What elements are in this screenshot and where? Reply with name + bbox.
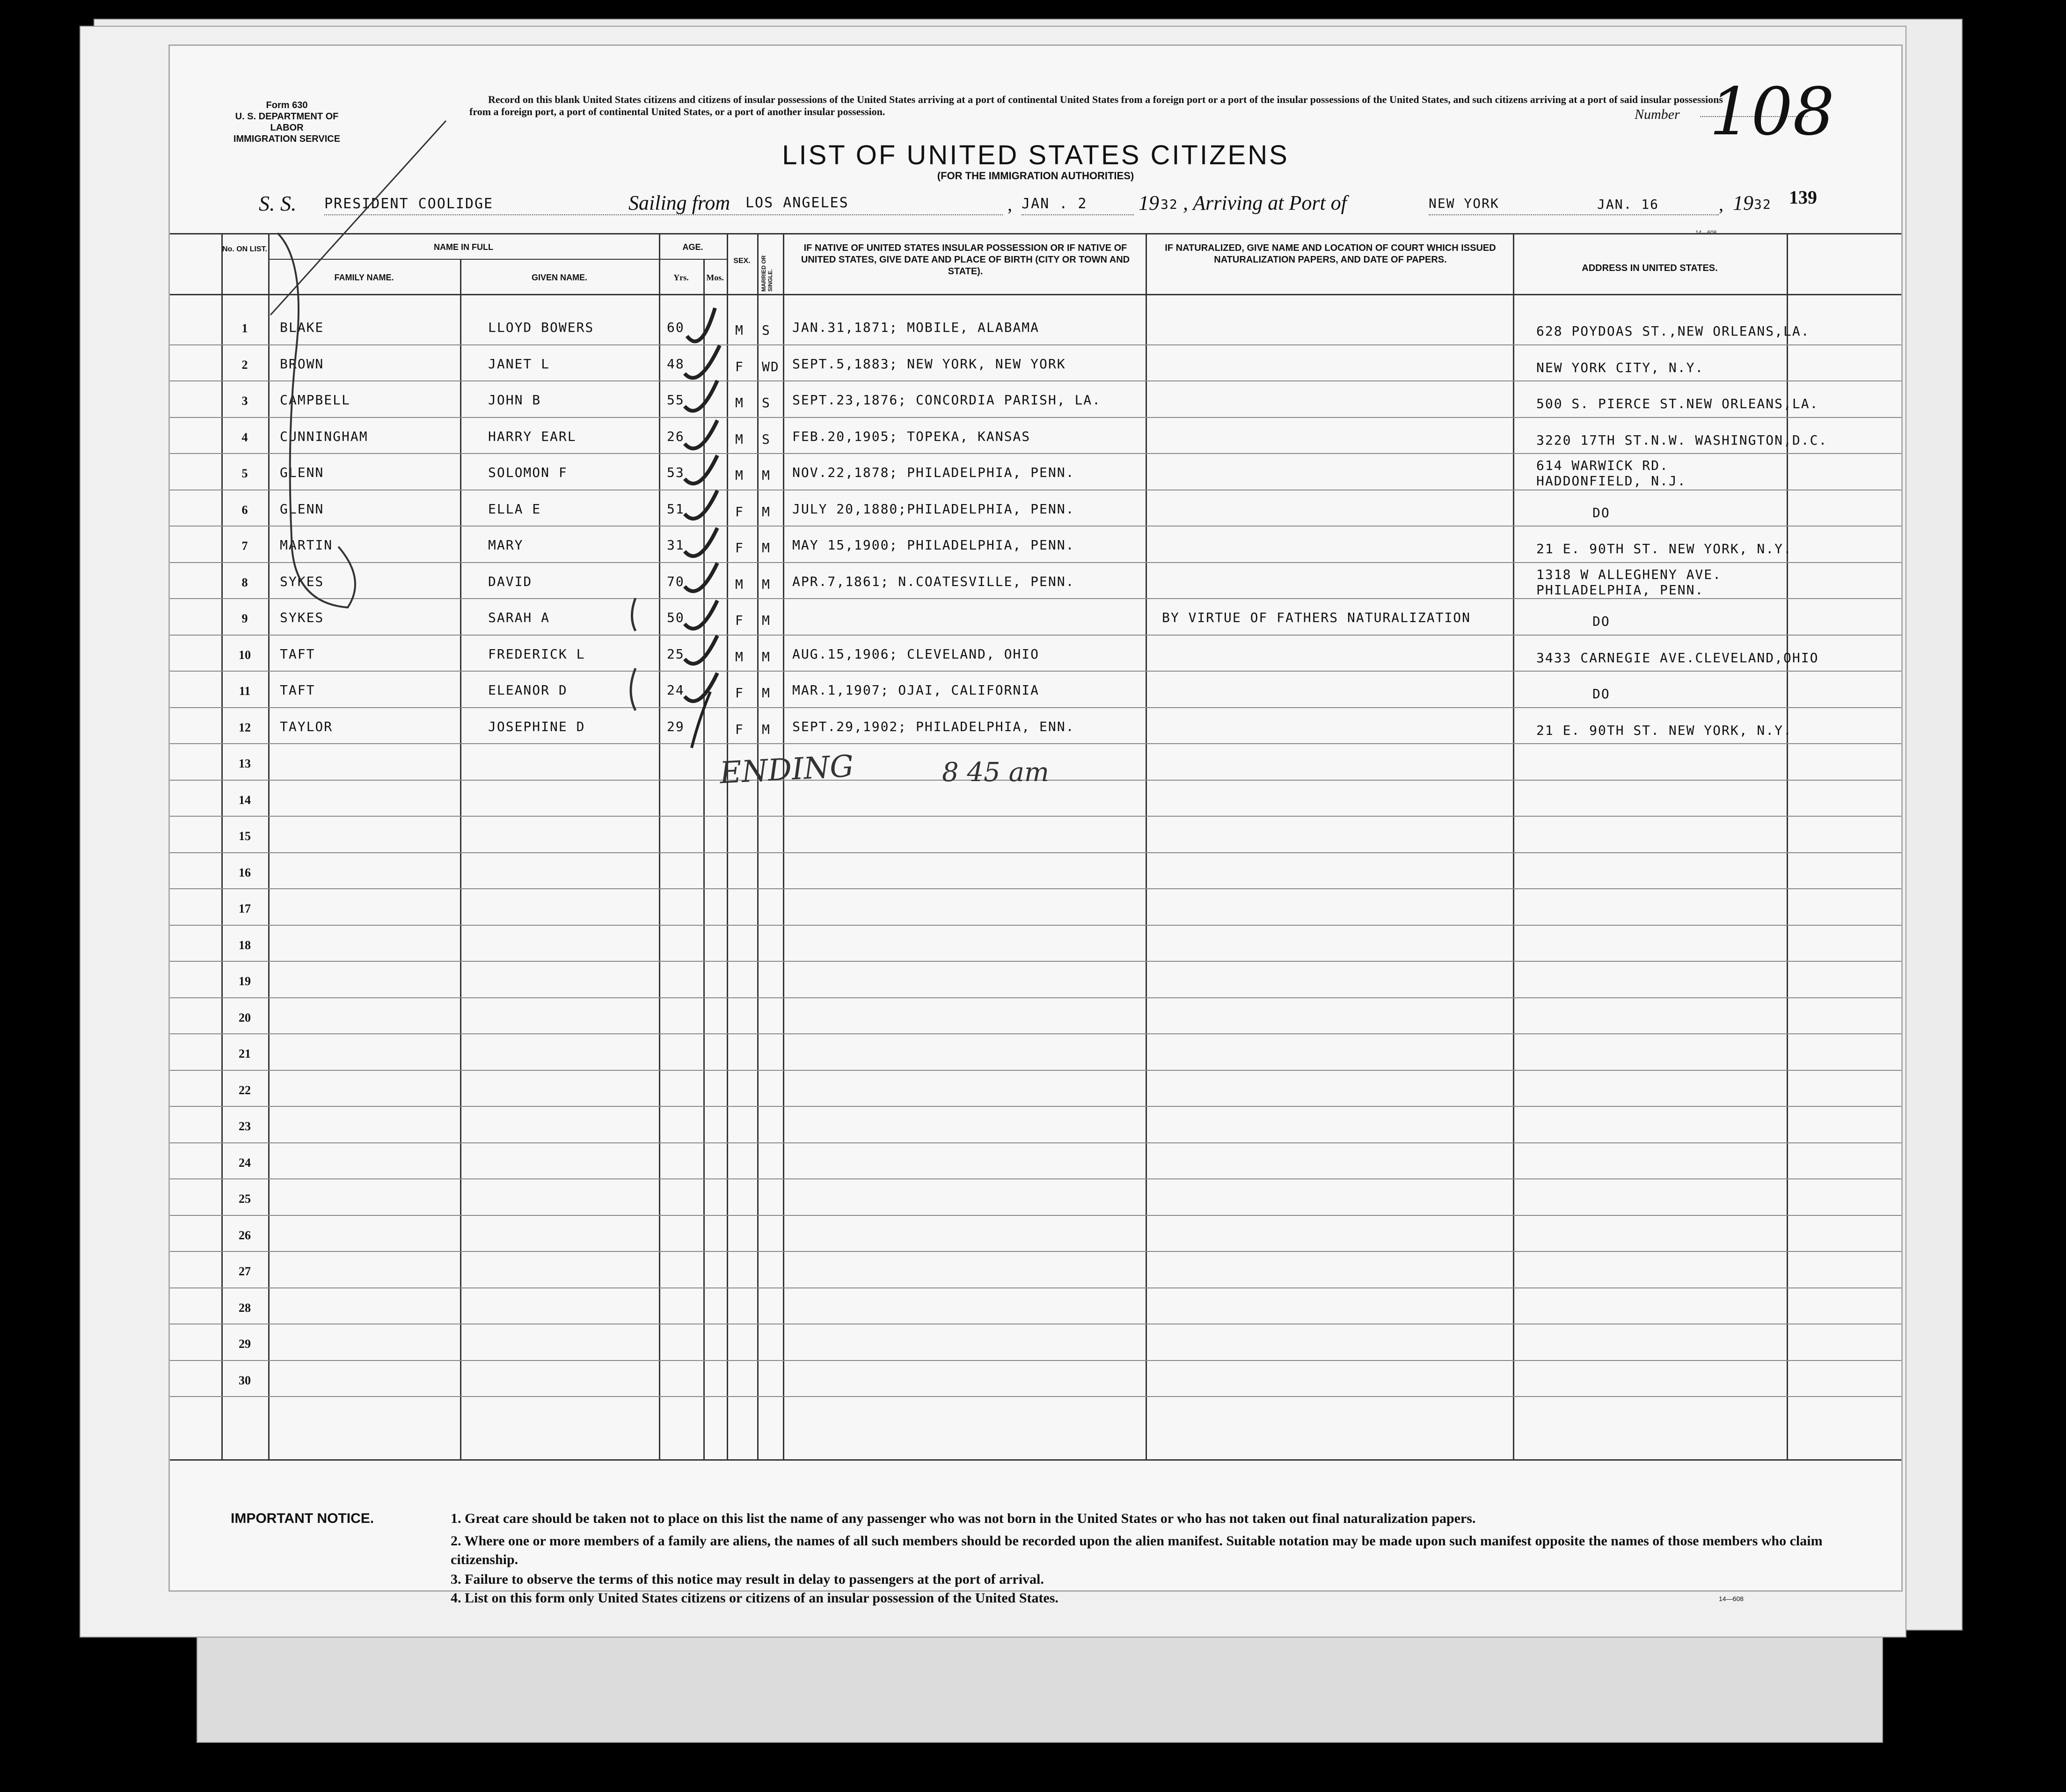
given-name: ELLA E <box>488 501 541 517</box>
age: 29 <box>667 718 685 734</box>
row-number: 20 <box>239 1010 251 1024</box>
row-number: 29 <box>239 1337 251 1351</box>
address: 21 E. 90TH ST. NEW YORK, N.Y. <box>1536 541 1792 556</box>
col-no: No. ON LIST. <box>222 245 267 253</box>
given-name: FREDERICK L <box>488 646 585 662</box>
address-line1: 614 WARWICK RD. <box>1536 458 1669 473</box>
marital-status: M <box>762 721 771 737</box>
col-birth: IF NATIVE OF UNITED STATES INSULAR POSSESSION OR IF NATIVE OF UNITED STATES, GIVE DATE AND PLACE OF BIRTH (CITY OR TOWN AND STATE). <box>801 243 1130 277</box>
row-number: 19 <box>239 974 251 988</box>
sex: M <box>735 649 744 665</box>
row-number: 2 <box>241 358 248 372</box>
family-name: SYKES <box>280 610 324 625</box>
age: 70 <box>667 573 685 589</box>
birth-info: JULY 20,1880;PHILADELPHIA, PENN. <box>792 501 1075 517</box>
row-number: 16 <box>239 865 251 879</box>
ending-note: ENDING <box>719 749 855 791</box>
given-name: LLOYD BOWERS <box>488 320 594 335</box>
comma: , <box>1719 194 1723 215</box>
age: 53 <box>667 465 685 480</box>
col-age: AGE. <box>682 242 703 252</box>
loop-mark <box>277 233 355 607</box>
col-name-in-full: NAME IN FULL <box>434 242 493 252</box>
check-mark <box>685 345 720 378</box>
birth-info: FEB.20,1905; TOPEKA, KANSAS <box>792 428 1031 444</box>
row-number: 3 <box>241 394 248 408</box>
sex: M <box>735 468 744 483</box>
marital-status: M <box>762 540 771 556</box>
row-number: 1 <box>241 322 248 335</box>
row-number: 14 <box>239 793 251 807</box>
birth-info: MAY 15,1900; PHILADELPHIA, PENN. <box>792 537 1075 553</box>
col-mos: Mos. <box>706 273 724 282</box>
department: U. S. DEPARTMENT OF LABOR <box>235 111 339 133</box>
family-name: MARTIN <box>280 537 333 553</box>
family-name: GLENN <box>280 465 324 480</box>
age: 50 <box>667 610 685 625</box>
birth-info: SEPT.5,1883; NEW YORK, NEW YORK <box>792 356 1066 372</box>
marital-status: M <box>762 685 771 701</box>
birth-info: AUG.15,1906; CLEVELAND, OHIO <box>792 646 1040 662</box>
notice-item: 1. Great care should be taken not to place on this list the name of any passenger who was not born in the United States or who has not taken out final naturalization papers. <box>451 1511 1476 1526</box>
given-name: SOLOMON F <box>488 465 568 480</box>
marital-status: S <box>762 322 771 338</box>
print-code: 14—608 <box>1695 229 1717 236</box>
family-name: TAFT <box>280 646 315 662</box>
family-name: BROWN <box>280 356 324 372</box>
age: 31 <box>667 537 685 553</box>
sail-year: 32 <box>1161 197 1178 212</box>
row-number: 30 <box>239 1373 251 1387</box>
address-line2: HADDONFIELD, N.J. <box>1536 473 1686 489</box>
given-name: MARY <box>488 537 524 553</box>
age: 24 <box>667 682 685 698</box>
address: 3220 17TH ST.N.W. WASHINGTON,D.C. <box>1536 432 1828 448</box>
notice-item: 3. Failure to observe the terms of this notice may result in delay to passengers at the port of arrival. <box>451 1572 1044 1587</box>
col-naturalized: IF NATURALIZED, GIVE NAME AND LOCATION OF COURT WHICH ISSUED NATURALIZATION PAPERS, AND DATE OF PAPERS. <box>1165 243 1496 265</box>
page-subtitle: (FOR THE IMMIGRATION AUTHORITIES) <box>937 170 1134 182</box>
form-instructions: Record on this blank United States citizens and citizens of insular possessions of the United States arriving at a port of continental United States from a foreign port or a port of the insular possessions of the United States, and such citizens arriving at a port of said insular possessions from a foreign port, a port of continental United States, or a port of another insular possession. <box>469 94 1723 117</box>
col-sex: SEX. <box>733 257 751 265</box>
address: DO <box>1592 614 1610 629</box>
arrive-year-prefix: 19 <box>1733 191 1753 214</box>
ship-name: PRESIDENT COOLIDGE <box>324 196 494 212</box>
sex: F <box>735 613 744 628</box>
col-married: MARRIED OR SINGLE. <box>760 255 774 292</box>
marital-status: M <box>762 576 771 592</box>
service: IMMIGRATION SERVICE <box>233 134 341 144</box>
address: 500 S. PIERCE ST.NEW ORLEANS,LA. <box>1536 396 1819 411</box>
list-number: 108 <box>1709 74 1835 150</box>
check-mark <box>685 455 717 483</box>
from-port: LOS ANGELES <box>745 195 849 211</box>
sail-year-prefix: 19 <box>1139 191 1159 214</box>
birth-info: SEPT.29,1902; PHILADELPHIA, ENN. <box>792 718 1075 734</box>
row-number: 7 <box>241 539 248 553</box>
address: DO <box>1592 505 1610 520</box>
sailing-label: Sailing from <box>628 191 730 214</box>
check-mark <box>685 600 717 629</box>
marital-status: M <box>762 613 771 628</box>
row-number: 21 <box>239 1047 251 1061</box>
page-stamp: 139 <box>1789 187 1817 208</box>
number-label: Number <box>1635 107 1680 122</box>
address: 21 E. 90TH ST. NEW YORK, N.Y. <box>1536 722 1792 738</box>
row-number: 12 <box>239 720 251 734</box>
page-title: LIST OF UNITED STATES CITIZENS <box>782 140 1289 170</box>
given-name: JOHN B <box>488 392 541 408</box>
age: 25 <box>667 646 685 662</box>
marital-status: M <box>762 468 771 483</box>
arrive-year: 32 <box>1754 197 1772 212</box>
birth-info: MAR.1,1907; OJAI, CALIFORNIA <box>792 682 1040 698</box>
row-number: 23 <box>239 1119 251 1133</box>
family-name: GLENN <box>280 501 324 517</box>
family-name: SYKES <box>280 573 324 589</box>
given-name: DAVID <box>488 573 533 589</box>
sex: F <box>735 540 744 556</box>
check-mark <box>685 563 717 591</box>
check-mark <box>685 490 717 519</box>
row-number: 22 <box>239 1083 251 1097</box>
col-yrs: Yrs. <box>673 273 689 282</box>
family-name: TAYLOR <box>280 718 333 734</box>
row-number: 9 <box>241 612 248 625</box>
naturalization: BY VIRTUE OF FATHERS NATURALIZATION <box>1162 610 1471 625</box>
bracket-mark <box>632 598 636 631</box>
given-name: SARAH A <box>488 610 550 625</box>
age: 48 <box>667 356 685 372</box>
family-name: BLAKE <box>280 320 324 335</box>
age: 51 <box>667 501 685 517</box>
sex: F <box>735 685 744 701</box>
notice-item: 2. Where one or more members of a family are aliens, the names of all such members should be recorded upon the alien manifest. Suitable notation may be made upon such manifest opposite the names of those members who claim citizenship. <box>451 1533 1823 1567</box>
manifest-page <box>168 44 1903 1606</box>
given-name: HARRY EARL <box>488 428 577 444</box>
sail-date: JAN . 2 <box>1022 196 1088 212</box>
check-mark <box>687 308 715 341</box>
address: 628 POYDOAS ST.,NEW ORLEANS,LA. <box>1536 323 1810 339</box>
check-mark <box>685 420 717 448</box>
row-number: 8 <box>241 575 248 589</box>
birth-info: NOV.22,1878; PHILADELPHIA, PENN. <box>792 465 1075 480</box>
notice-label: IMPORTANT NOTICE. <box>231 1511 374 1526</box>
bracket-mark <box>631 668 635 710</box>
time-note: 8 45 am <box>942 757 1049 788</box>
birth-info: JAN.31,1871; MOBILE, ALABAMA <box>792 320 1040 335</box>
marital-status: S <box>762 431 771 447</box>
birth-info: APR.7,1861; N.COATESVILLE, PENN. <box>792 573 1075 589</box>
marital-status: M <box>762 504 771 519</box>
sex: F <box>735 721 744 737</box>
col-address: ADDRESS IN UNITED STATES. <box>1582 263 1718 273</box>
comma: , <box>1007 194 1012 215</box>
address: NEW YORK CITY, N.Y. <box>1536 359 1704 375</box>
address-line1: 1318 W ALLEGHENY AVE. <box>1536 566 1722 582</box>
sex: M <box>735 576 744 592</box>
arriving-label: , Arriving at Port of <box>1183 191 1347 214</box>
check-mark <box>685 673 717 701</box>
check-mark <box>685 636 717 664</box>
age: 26 <box>667 428 685 444</box>
marital-status: WD <box>762 358 780 374</box>
address: DO <box>1592 686 1610 702</box>
given-name: JOSEPHINE D <box>488 718 585 734</box>
family-name: CAMPBELL <box>280 392 350 408</box>
notice-item: 4. List on this form only United States citizens or citizens of an insular possession of the United States. <box>451 1590 1059 1606</box>
row-number: 13 <box>239 757 251 770</box>
sex: F <box>735 504 744 519</box>
marital-status: M <box>762 649 771 665</box>
row-number: 26 <box>239 1228 251 1242</box>
row-number: 17 <box>239 902 251 915</box>
family-name: TAFT <box>280 682 315 698</box>
footer-code: 14—608 <box>1719 1595 1744 1602</box>
address: 3433 CARNEGIE AVE.CLEVELAND,OHIO <box>1536 650 1819 666</box>
col-family-name: FAMILY NAME. <box>334 273 394 282</box>
address-line2: PHILADELPHIA, PENN. <box>1536 582 1704 598</box>
row-number: 25 <box>239 1192 251 1206</box>
given-name: JANET L <box>488 356 550 372</box>
handwritten-marks <box>170 46 1901 1590</box>
given-name: ELEANOR D <box>488 682 568 698</box>
row-number: 6 <box>241 503 248 517</box>
row-number: 27 <box>239 1265 251 1278</box>
ss-label: S. S. <box>259 191 297 215</box>
sex: M <box>735 395 744 410</box>
row-number: 28 <box>239 1301 251 1315</box>
check-mark <box>685 528 717 556</box>
row-number: 18 <box>239 938 251 952</box>
age: 60 <box>667 320 685 335</box>
age: 55 <box>667 392 685 408</box>
sex: M <box>735 322 744 338</box>
to-port: NEW YORK <box>1429 196 1499 211</box>
col-given-name: GIVEN NAME. <box>531 273 587 282</box>
row-number: 24 <box>239 1156 251 1170</box>
sex: M <box>735 431 744 447</box>
arrive-date: JAN. 16 <box>1597 197 1659 212</box>
form-number: Form 630 <box>266 100 308 110</box>
birth-info: SEPT.23,1876; CONCORDIA PARISH, LA. <box>792 392 1102 408</box>
row-number: 10 <box>239 648 251 662</box>
family-name: CUNNINGHAM <box>280 428 368 444</box>
check-mark <box>685 380 717 411</box>
row-number: 11 <box>239 684 251 698</box>
row-number: 4 <box>241 430 248 444</box>
marital-status: S <box>762 395 771 410</box>
sex: F <box>735 358 744 374</box>
row-number: 15 <box>239 829 251 843</box>
row-number: 5 <box>241 467 248 480</box>
